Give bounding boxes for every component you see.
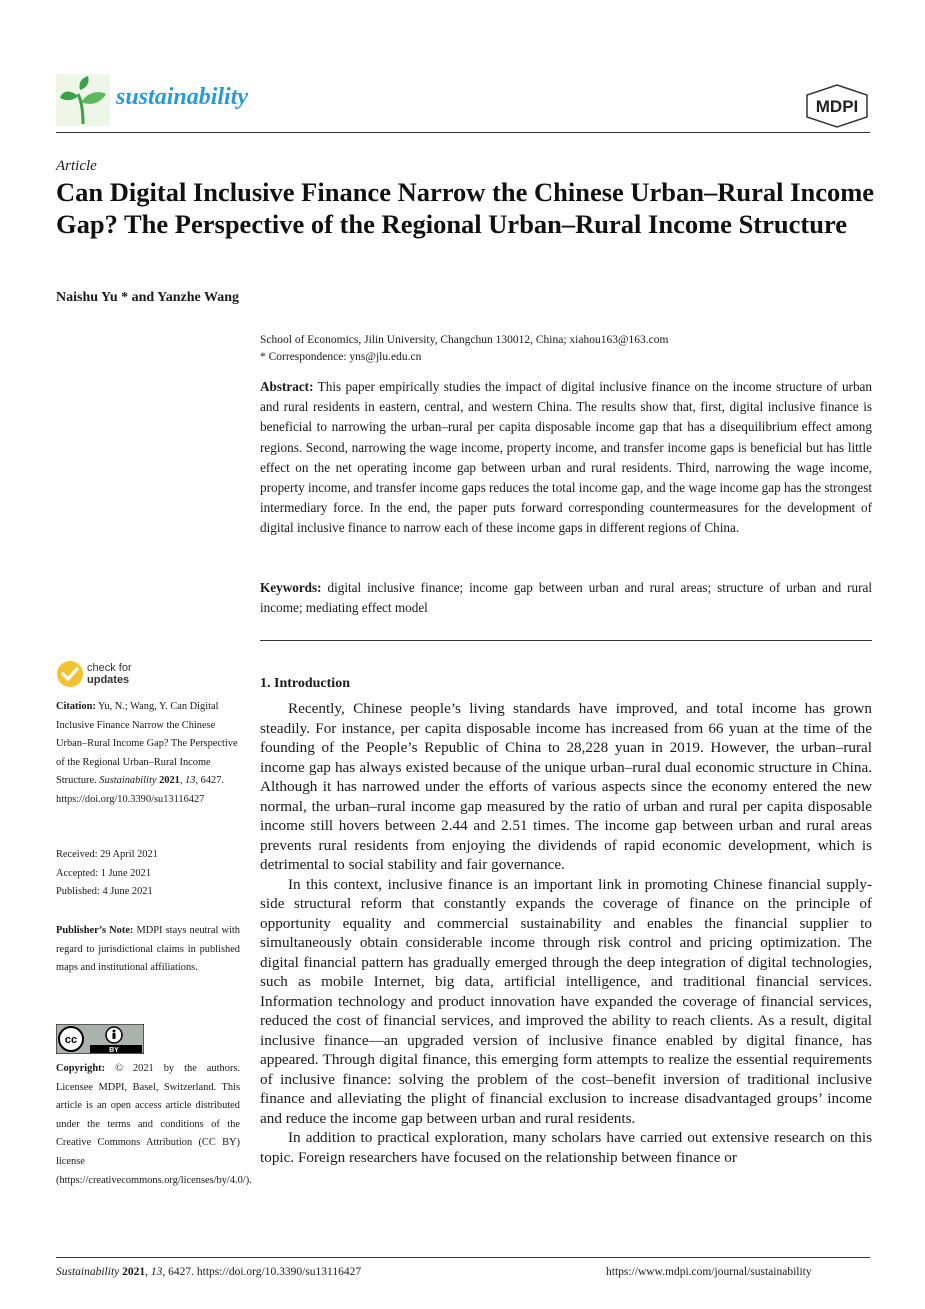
footer-volume: 13 (150, 1266, 163, 1278)
header-divider (56, 132, 870, 133)
check-for-updates-badge[interactable] (56, 660, 166, 692)
citation-journal: Sustainability (99, 775, 157, 787)
svg-text:cc: cc (64, 1034, 78, 1046)
article-authors: Naishu Yu * and Yanzhe Wang (56, 290, 239, 305)
published-date: Published: 4 June 2021 (56, 886, 153, 898)
footer-divider (56, 1257, 870, 1258)
publisher-note (56, 922, 240, 978)
correspondence: * Correspondence: yns@jlu.edu.cn (260, 351, 422, 363)
citation-label: Citation: (56, 701, 96, 712)
citation-volume: 13 (185, 775, 196, 787)
paragraph: Recently, Chinese people’s living standards have improved, and total income has grown steadily. For instance, per capita disposable income has increased from 66 yuan at the time of the founding of the People’s Republic of China to 28,228 yuan in 2019. However, the urban–rural income gap has always existed because of the unique urban–rural dual economic structure in China. Although it has narrowed under the efforts of various aspects since the economy entered the new normal, the urban–rural income gap measured by the ratio of urban and rural per capita disposable income still hovers between 2.44 and 2.51 times. The income gap between urban and rural areas prevents rural residents from enjoying the dividends of rapid economic development, which is detrimental to social stability and fair governance. (260, 700, 872, 873)
copyright-label: Copyright: (56, 1063, 106, 1074)
publisher-note-label: Publisher’s Note: (56, 925, 134, 936)
footer-journal: Sustainability (56, 1266, 120, 1278)
section-title: 1. Introduction (260, 676, 350, 691)
mdpi-logo[interactable] (804, 84, 870, 128)
body-text (260, 699, 872, 1167)
mdpi-logo-text: MDPI (815, 97, 859, 116)
journal-name[interactable]: sustainability (116, 84, 249, 110)
footer-year: 2021 (122, 1266, 146, 1278)
check-updates-line1: check for (87, 662, 132, 674)
received-date: Received: 29 April 2021 (56, 849, 158, 860)
cc-by-license-icon[interactable] (56, 1024, 144, 1054)
citation-doi[interactable]: , 6427. https://doi.org/10.3390/su13116427 (56, 775, 225, 805)
keywords-text: digital inclusive finance; income gap between urban and rural areas; structure of urban and rural income; mediating effect model (260, 580, 873, 616)
article-type: Article (56, 158, 97, 174)
affiliation: School of Economics, Jilin University, Changchun 130012, China; xiahou163@163.com (260, 334, 669, 346)
abstract (260, 377, 872, 539)
article-title: Can Digital Inclusive Finance Narrow the Chinese Urban–Rural Income Gap? The Perspective of the Regional Urban–Rural Income Structure (56, 177, 875, 239)
citation-block: Citation: Yu, N.; Wang, Y. Can Digital Inclusive Finance Narrow the Chinese Urban–Rural Income Gap? The Perspective of the Regional Urban–Rural Income Structure. Sustainability 2021, 13, 6427. https://doi.org/10.3390/su13116427 (56, 701, 238, 805)
cc-by-text: BY (109, 1047, 119, 1054)
paragraph: In this context, inclusive finance is an important link in promoting Chinese financial supply-side structural reform that constantly expands the coverage of finance on the principle of opportunity equality and commercial sustainability and enables the financial supplier to simultaneously obtain considerable income through risk control and pricing optimization. The digital financial pattern has gradually emerged through the deep integration of digital technologies, such as mobile Internet, big data, artificial intelligence, and traditional financial services. Information technology and product innovation have expanded the coverage of financial services, reduced the cost of financial services, and improved the ability to reach clients. As a result, digital inclusive finance—an upgraded version of inclusive finance enabled by digital finance, has appeared. Through digital finance, this emerging form attempts to realize the essential requirements of inclusive finance: solving the problem of the cost–benefit inversion of traditional inclusive finance and alleviating the plight of financial exclusion to increase disadvantaged groups’ income and reduce the income gap between urban and rural residents. (260, 875, 872, 1127)
abstract-text: This paper empirically studies the impact of digital inclusive finance on the income structure of urban and rural residents in eastern, central, and western China. The results show that, first, digital inclusive finance is beneficial to narrowing the urban–rural per capita disposable income gap that has a disequilibrium effect among regions. Second, narrowing the wage income, property income, and transfer income gaps is beneficial but has little effect on the net operating income gap between urban and rural residents. Third, narrowing the wage income, property income, and transfer income gaps reduces the total income gap, and the wage income gap has the strongest intermediary force. In the end, the paper puts forward corresponding countermeasures for the development of digital inclusive finance to narrow each of these income gaps in different regions of China. (260, 379, 872, 536)
citation-text: Yu, N.; Wang, Y. Can Digital Inclusive Finance Narrow the Chinese Urban–Rural Income Gap? The Perspective of the Regional Urban–Rural Income Structure. (56, 701, 238, 787)
abstract-divider (260, 640, 872, 641)
check-updates-line2: updates (87, 674, 130, 686)
footer-doi-link[interactable]: , 6427. https://doi.org/10.3390/su13116427 (162, 1266, 362, 1278)
accepted-date: Accepted: 1 June 2021 (56, 867, 151, 879)
citation-year: 2021 (159, 775, 180, 787)
abstract-label: Abstract: (260, 379, 314, 394)
journal-leaf-logo (56, 74, 110, 126)
footer-journal-url[interactable]: https://www.mdpi.com/journal/sustainability (606, 1266, 812, 1278)
affiliation-block (260, 332, 668, 366)
publisher-note-text: MDPI stays neutral with regard to jurisdictional claims in published maps and institutional affiliations. (56, 925, 240, 974)
copyright-block (56, 1060, 252, 1190)
keywords-label: Keywords: (260, 580, 322, 595)
footer-citation: Sustainability 2021, 13, 6427. https://doi.org/10.3390/su13116427 (56, 1266, 362, 1278)
checkmark-icon (56, 660, 84, 688)
paragraph: In addition to practical exploration, many scholars have carried out extensive research on this topic. Foreign researchers have focused on the relationship between finance or (260, 1129, 872, 1166)
copyright-text: © 2021 by the authors. Licensee MDPI, Basel, Switzerland. This article is an open access article distributed under the terms and conditions of the Creative Commons Attribution (CC BY) license (https://creativecommons.org/licenses/by/4.0/). (56, 1063, 252, 1186)
keywords (260, 578, 872, 618)
dates-block (56, 846, 240, 902)
